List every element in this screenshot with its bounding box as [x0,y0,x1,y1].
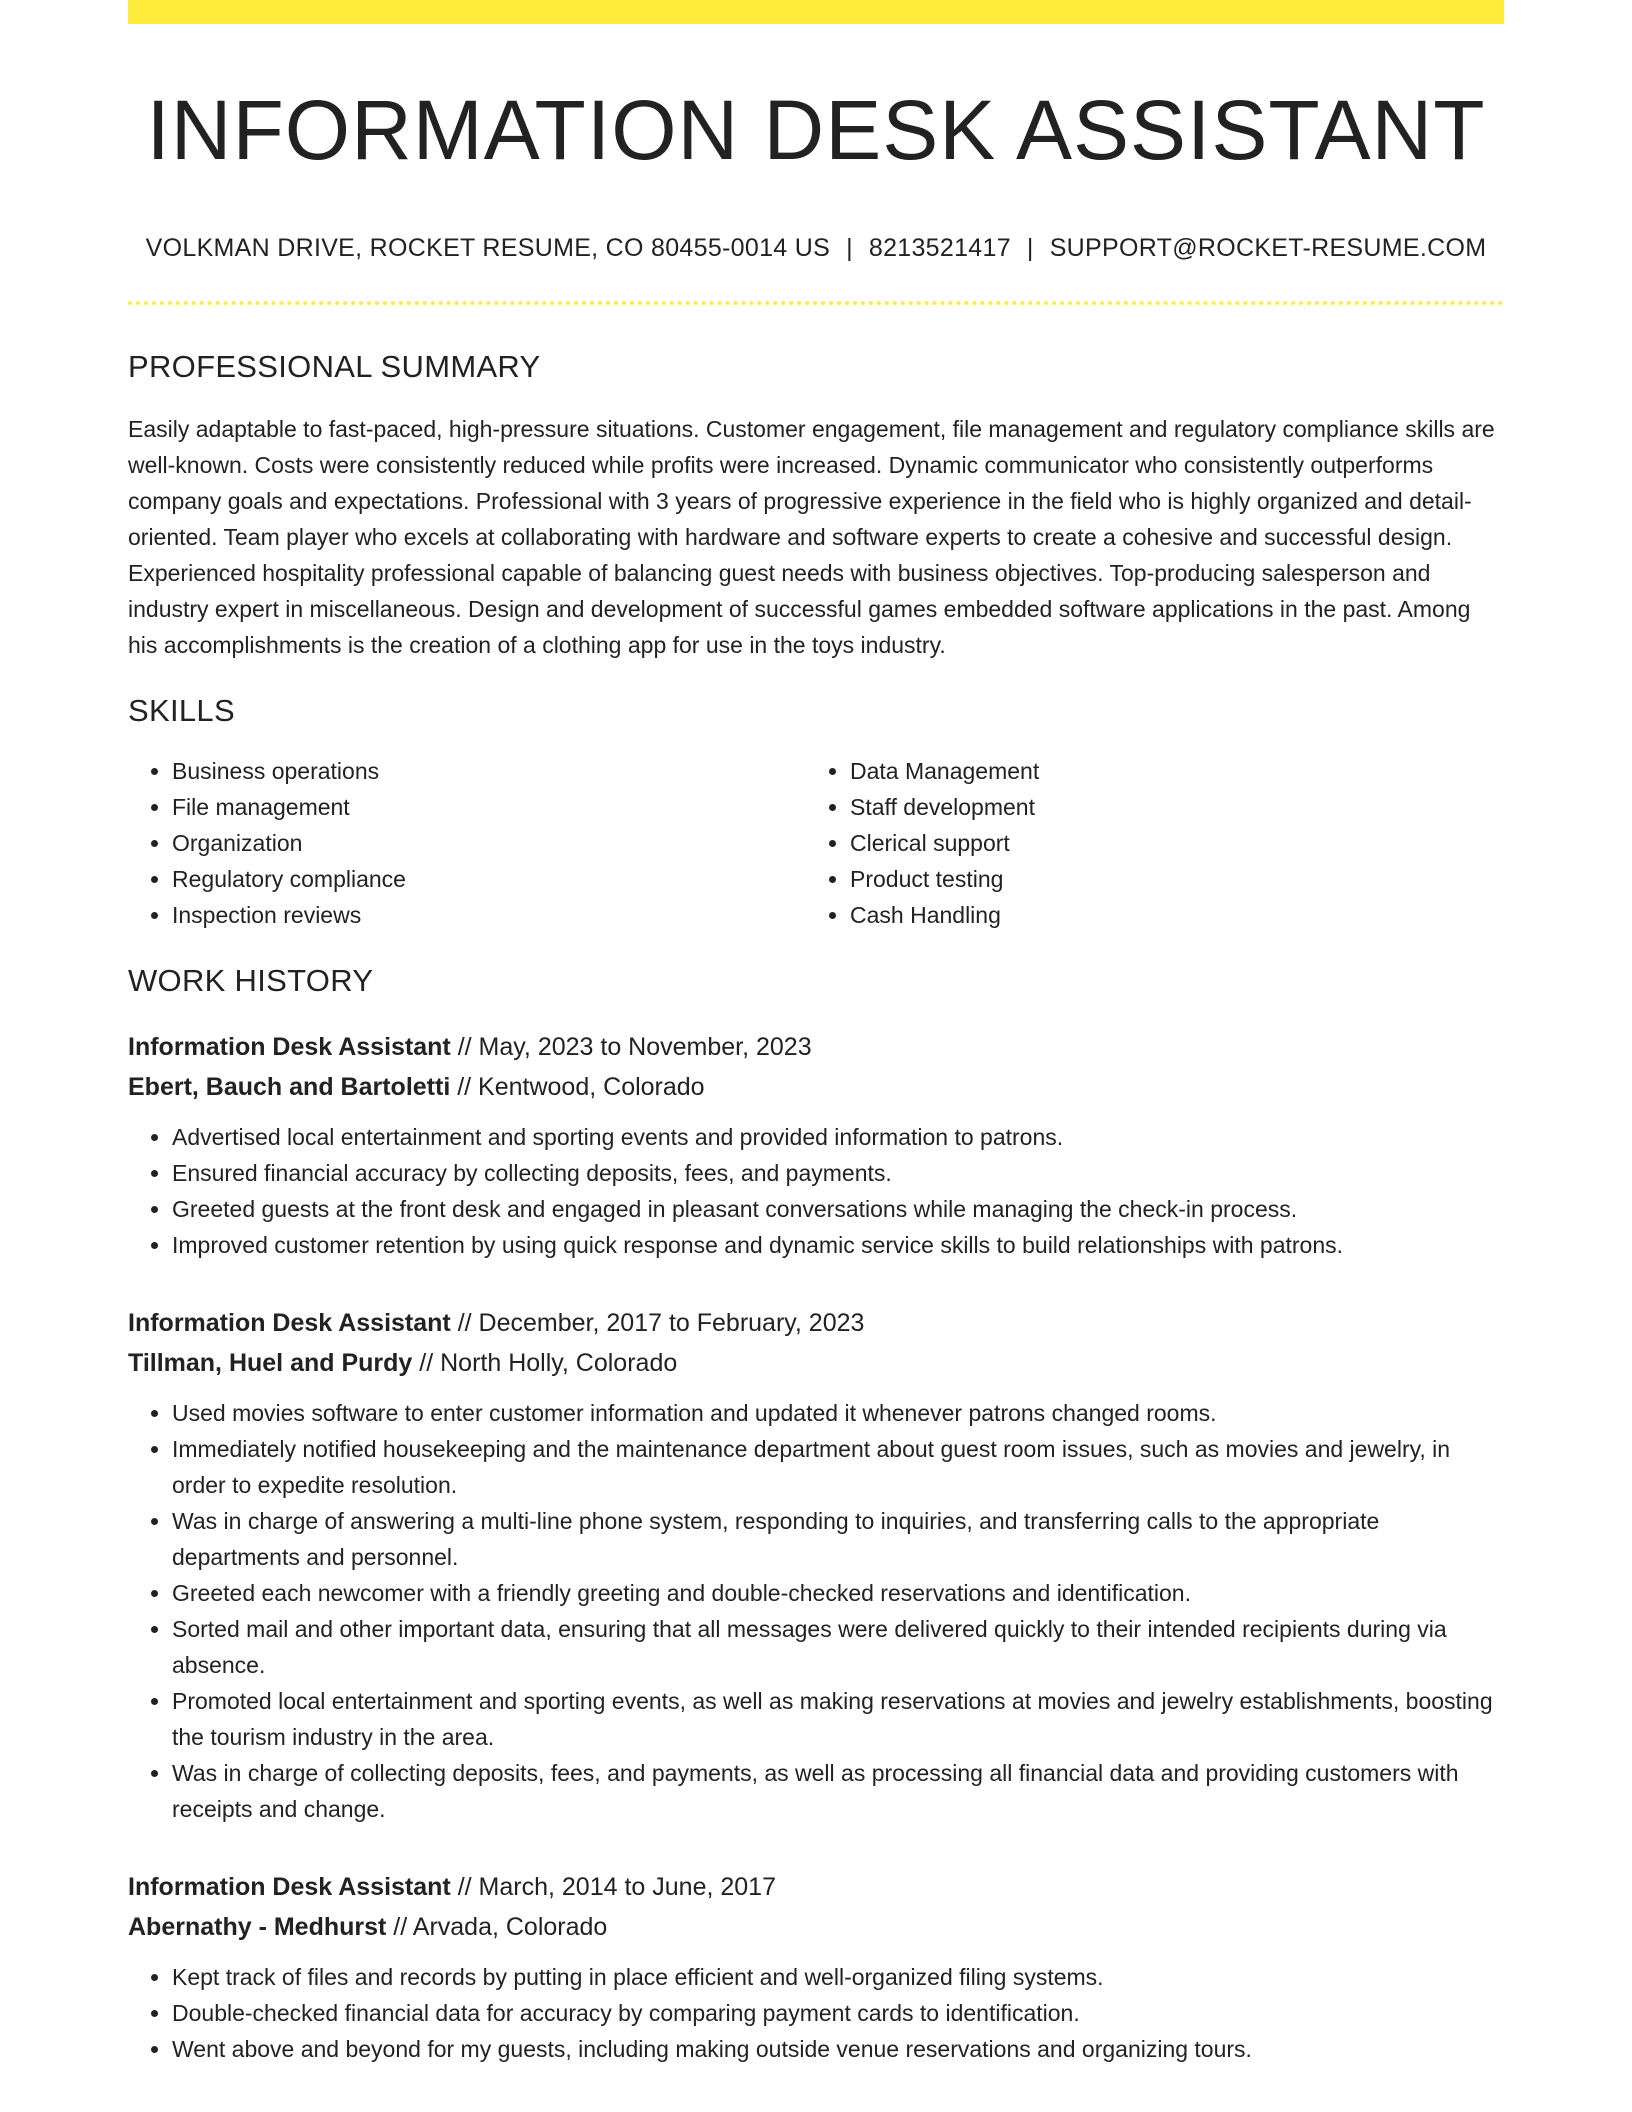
job-bullet: • Improved customer retention by using quick response and dynamic service skills to build relationships with patrons. [172,1227,1504,1263]
contact-address: VOLKMAN DRIVE, ROCKET RESUME, CO 80455-0014 US [145,234,831,263]
skill-item: • Staff development [850,789,1484,825]
job-bullet: • Was in charge of collecting deposits, fees, and payments, as well as processing all financial data and providing customers with receipts and change. [172,1755,1504,1827]
dotted-divider [128,301,1504,305]
resume-page [128,0,1504,2067]
job-location: // Kentwood, Colorado [450,1073,705,1102]
contact-separator: | [1026,234,1034,263]
skill-item: • File management [172,789,806,825]
skills-list-left [128,753,806,933]
job-location: // Arvada, Colorado [386,1913,608,1942]
job-title: Information Desk Assistant [128,1309,451,1338]
skill-item: • Product testing [850,861,1484,897]
work-history-heading: WORK HISTORY [128,963,374,999]
job-bullet: • Used movies software to enter customer information and updated it whenever patrons changed rooms. [172,1395,1504,1431]
job-bullet: • Greeted each newcomer with a friendly greeting and double-checked reservations and identification. [172,1575,1504,1611]
job-title-line [128,1867,1504,1907]
skill-item: • Inspection reviews [172,897,806,933]
resume-name: INFORMATION DESK ASSISTANT [146,83,1486,177]
job-company-line [128,1907,1504,1947]
skill-item: • Cash Handling [850,897,1484,933]
skills-columns [128,753,1504,933]
job-location: // North Holly, Colorado [412,1349,678,1378]
job-bullets [128,1395,1504,1827]
job-bullet: • Promoted local entertainment and sporting events, as well as making reservations at movies and jewelry establishments, boosting the tourism industry in the area. [172,1683,1504,1755]
job-bullet: • Greeted guests at the front desk and engaged in pleasant conversations while managing the check-in process. [172,1191,1504,1227]
job-title: Information Desk Assistant [128,1873,451,1902]
skill-item: • Business operations [172,753,806,789]
skill-item: • Regulatory compliance [172,861,806,897]
contact-phone: 8213521417 [868,234,1011,263]
job-bullet: • Sorted mail and other important data, ensuring that all messages were delivered quickly to their intended recipients during via absence. [172,1611,1504,1683]
job-company: Tillman, Huel and Purdy [128,1349,413,1378]
job-bullet: • Ensured financial accuracy by collecting deposits, fees, and payments. [172,1155,1504,1191]
job-title: Information Desk Assistant [128,1033,451,1062]
skill-item: • Data Management [850,753,1484,789]
job-bullet: • Went above and beyond for my guests, including making outside venue reservations and organizing tours. [172,2031,1504,2067]
job-bullet: • Double-checked financial data for accuracy by comparing payment cards to identification. [172,1995,1504,2031]
job-bullets [128,1959,1504,2067]
summary-text: Easily adaptable to fast-paced, high-pressure situations. Customer engagement, file management and regulatory compliance skills are well-known. Costs were consistently reduced while profits were increased. Dynamic communicator who consistently outperforms company goals and expectations. Professional with 3 years of progressive experience in the field who is highly organized and detail-oriented. Team player who excels at collaborating with hardware and software experts to create a cohesive and successful design. Experienced hospitality professional capable of balancing guest needs with business objectives. Top-producing salesperson and industry expert in miscellaneous. Design and development of successful games embedded software applications in the past. Among his accomplishments is the creation of a clothing app for use in the toys industry. [128,416,1495,659]
job-dates: // May, 2023 to November, 2023 [450,1033,812,1062]
job-company-line [128,1343,1504,1383]
job-bullet: • Immediately notified housekeeping and the maintenance department about guest room issues, such as movies and jewelry, in order to expedite resolution. [172,1431,1504,1503]
job-bullets [128,1119,1504,1263]
job-company: Abernathy - Medhurst [128,1913,387,1942]
job-company-line [128,1067,1504,1107]
job-title-line [128,1303,1504,1343]
job-dates: // December, 2017 to February, 2023 [450,1309,865,1338]
job-entry [128,1303,1504,1827]
skill-item: • Clerical support [850,825,1484,861]
job-dates: // March, 2014 to June, 2017 [450,1873,776,1902]
skill-item: • Organization [172,825,806,861]
job-company: Ebert, Bauch and Bartoletti [128,1073,451,1102]
contact-separator: | [846,234,853,263]
contact-line [128,234,1504,263]
summary-heading: PROFESSIONAL SUMMARY [128,349,541,385]
job-bullet: • Advertised local entertainment and sporting events and provided information to patrons. [172,1119,1504,1155]
accent-top-bar [128,0,1504,24]
job-entry [128,1867,1504,2067]
job-title-line [128,1027,1504,1067]
job-bullet: • Kept track of files and records by putting in place efficient and well-organized filing systems. [172,1959,1504,1995]
job-entry [128,1027,1504,1263]
contact-email: SUPPORT@ROCKET-RESUME.COM [1049,234,1487,263]
skills-heading: SKILLS [128,693,235,729]
job-bullet: • Was in charge of answering a multi-line phone system, responding to inquiries, and transferring calls to the appropriate departments and personnel. [172,1503,1504,1575]
skills-list-right [806,753,1484,933]
